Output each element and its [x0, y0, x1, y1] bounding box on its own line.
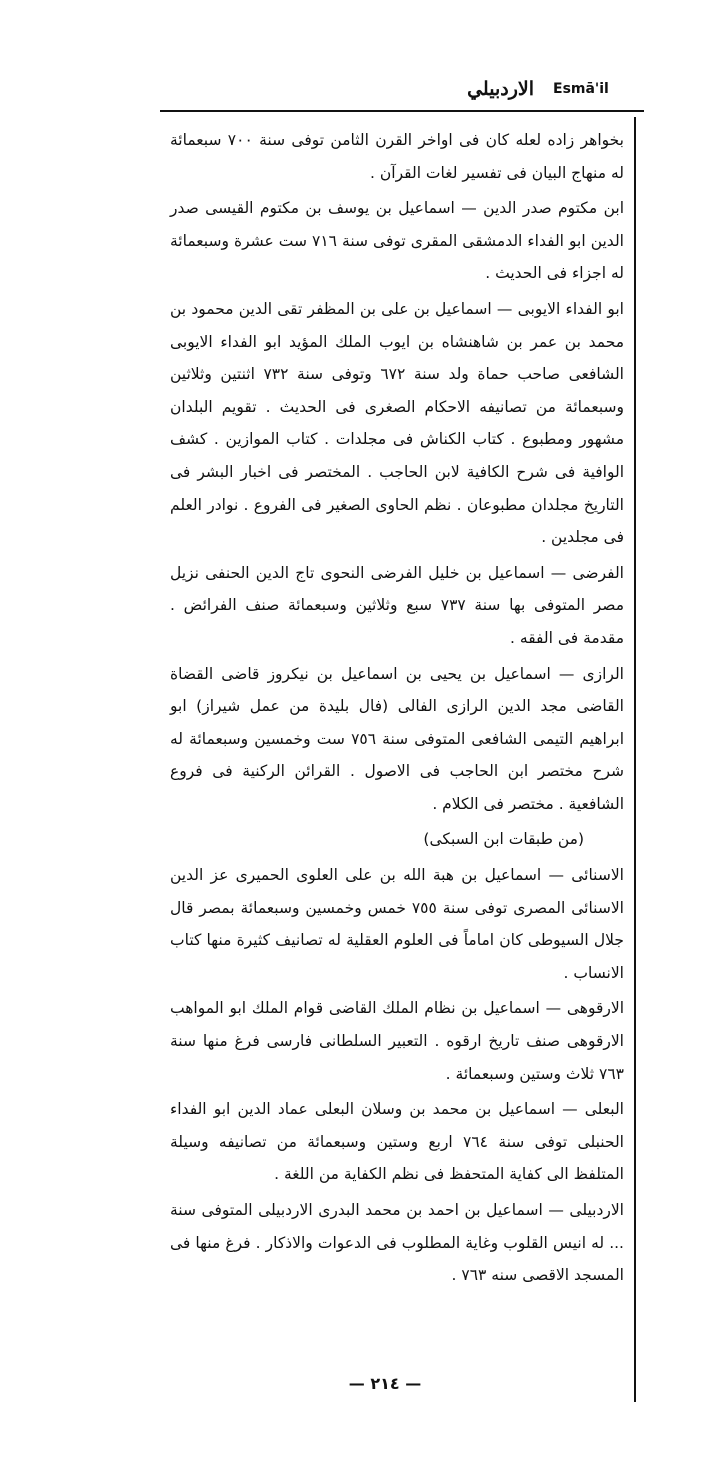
entry-ibn-maktum: ابن مكتوم صدر الدين — اسماعيل بن يوسف بن مكتوم القيسى صدر الدين ابو الفداء الدمشقى المقرى توفى سنة ٧١٦ ست عشرة وسبعمائة له اجزاء فى الحديث .	[170, 199, 624, 283]
entry-al-ardabili: الاردبيلى — اسماعيل بن احمد بن محمد البدرى الاردبيلى المتوفى سنة ... له انيس القلوب وغاية المطلوب فى الدعوات والاذكار . فرغ منها فى المسجد الاقصى سنه ٧٦٣ .	[170, 1201, 624, 1285]
entry-al-isnai: الاسنائى — اسماعيل بن هبة الله بن على العلوى الحميرى عز الدين الاسنائى المصرى توفى سنة ٧٥٥ خمس وخمسين وسبعمائة بمصر قال جلال السيوطى كان اماماً فى العلوم العقلية له تصانيف كثيرة منها كتاب الانساب .	[170, 866, 624, 982]
entries-column	[170, 124, 624, 1295]
running-head-latin: Esmā'il	[553, 81, 609, 97]
source-note: (من طبقات ابن السبكى)	[423, 830, 584, 849]
entry-abu-al-fida: ابو الفداء الايوبى — اسماعيل بن على بن المظفر تقى الدين محمود بن محمد بن عمر بن شاهنشاه بن ايوب الملك المؤيد ابو الفداء الايوبى الشافعى صاحب حماة ولد سنة ٦٧٢ وتوفى سنة ٧٣٢ اثنتين وثلاثين وسبعمائة من تصانيفه الاحكام الصغرى فى الحديث . تقويم البلدان مشهور ومطبوع . كتاب الكناش فى مجلدات . كتاب الموازين . كشف الوافية فى شرح الكافية لابن الحاجب . المختصر فى اخبار البشر فى التاريخ مجلدان مطبوعان . نظم الحاوى الصغير فى الفروع . نوادر العلم فى مجلدين .	[170, 299, 624, 547]
entry-al-baali: البعلى — اسماعيل بن محمد بن وسلان البعلى عماد الدين ابو الفداء الحنبلى توفى سنة ٧٦٤ اربع وستين وسبعمائة من تصانيفه وسيلة المتلفظ الى كفاية المتحفظ فى نظم الكفاية من اللغة .	[170, 1100, 624, 1184]
entry-al-faradi: الفرضى — اسماعيل بن خليل الفرضى النحوى تاج الدين الحنفى نزيل مصر المتوفى بها سنة ٧٣٧ سبع وثلاثين وسبعمائة صنف الفرائض . مقدمة فى الفقه .	[170, 563, 624, 647]
page-number: — ٢١٤ —	[348, 1374, 422, 1393]
running-head-title: الاردبيلي	[467, 78, 534, 100]
header-rule	[160, 110, 644, 112]
entry-al-arquhi: الارقوهى — اسماعيل بن نظام الملك القاضى قوام الملك ابو المواهب الارقوهى صنف تاريخ ارقوه . التعبير السلطانى فارسى فرغ منها سنة ٧٦٣ ثلاث وستين وسبعمائة .	[170, 999, 624, 1083]
entry-continuation: بخواهر زاده لعله كان فى اواخر القرن الثامن توفى سنة ٧٠٠ سبعمائة له منهاج البيان فى تفسير لغات القرآن .	[170, 131, 624, 182]
entry-al-razi: الرازى — اسماعيل بن يحيى بن اسماعيل بن نيكروز قاضى القضاة القاضى مجد الدين الرازى الفالى (فال بليدة من عمل شيراز) ابو ابراهيم التيمى الشافعى المتوفى سنة ٧٥٦ ست وخمسين وسبعمائة له شرح مختصر ابن الحاجب فى الاصول . القرائن الركنية فى فروع الشافعية . مختصر فى الكلام .	[170, 664, 624, 813]
margin-rule	[634, 117, 636, 1402]
